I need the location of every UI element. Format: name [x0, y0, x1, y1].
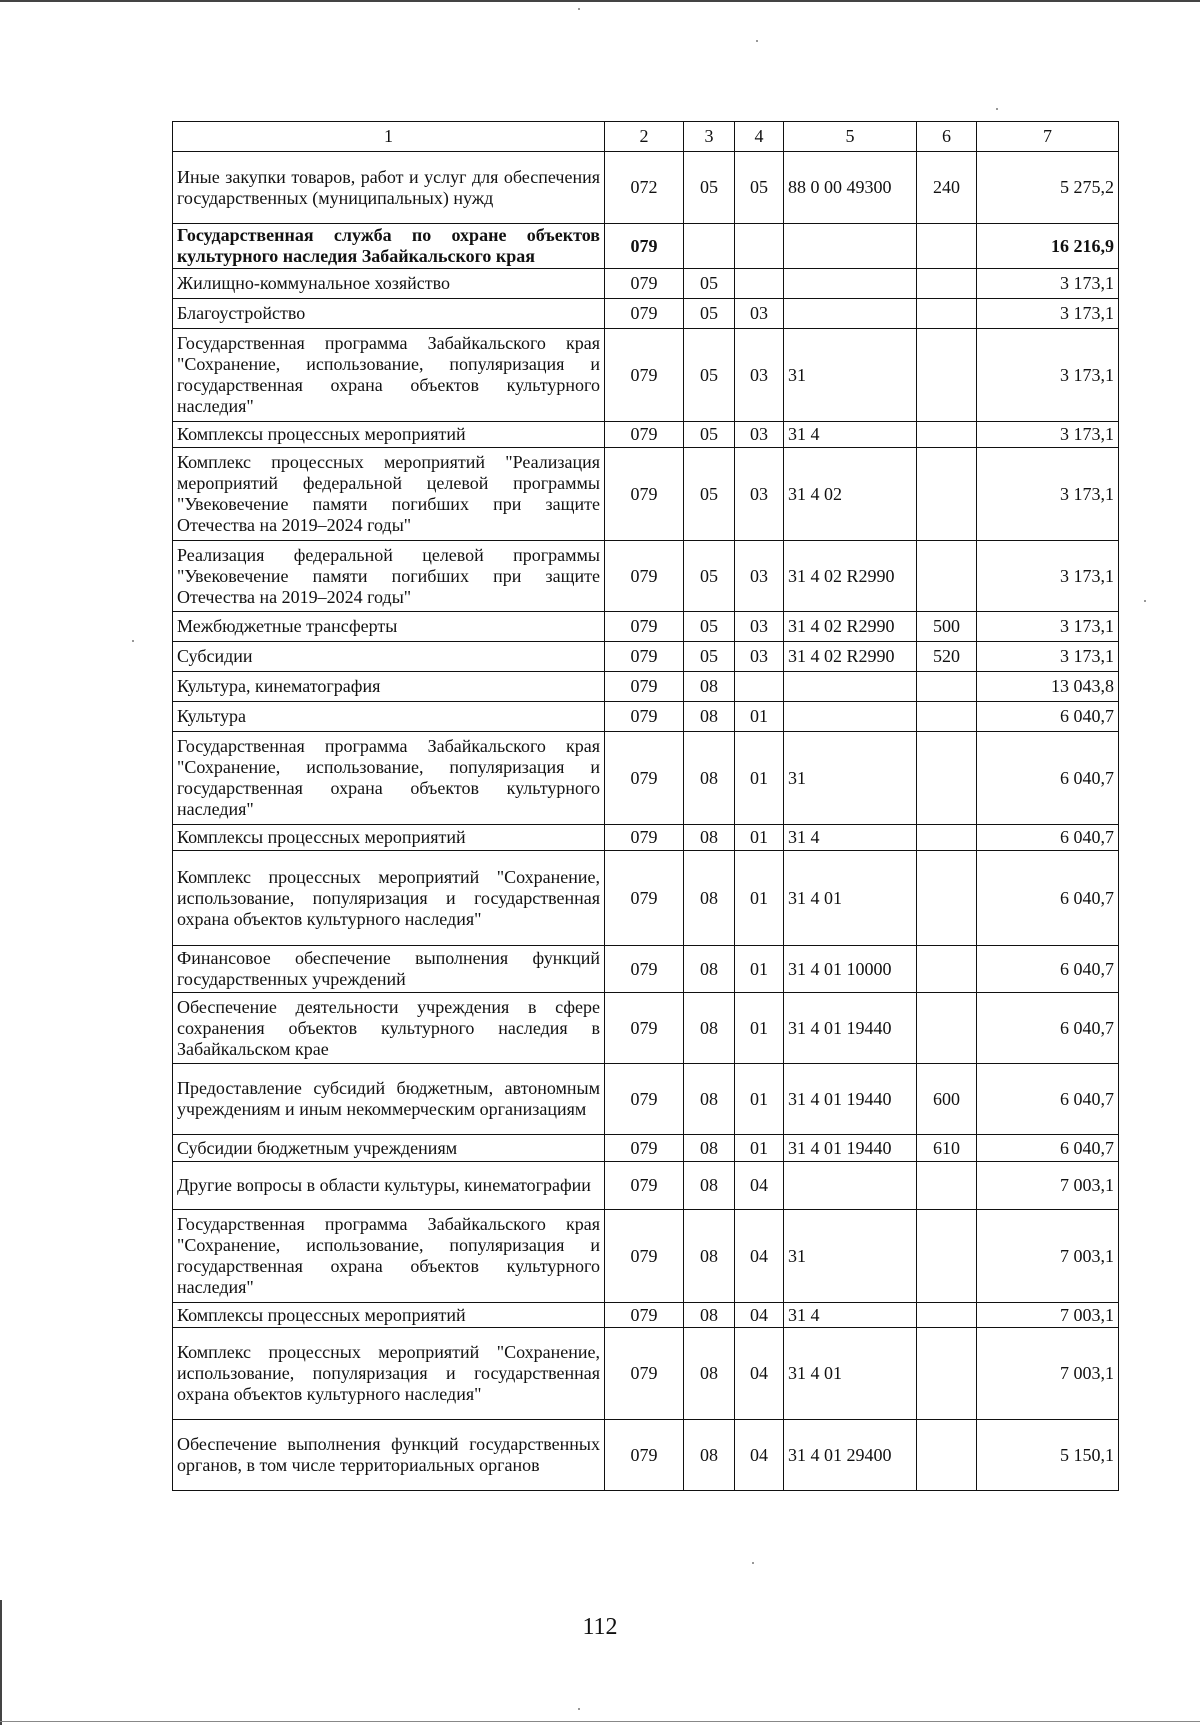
target-article-cell: 31	[784, 732, 917, 825]
row-name-cell: Государственная программа Забайкальского края "Сохранение, использование, популяризация и государственная охрана объектов культурного наследия"	[173, 329, 605, 422]
ministry-code-cell: 079	[605, 612, 684, 642]
amount-cell: 6 040,7	[977, 1135, 1119, 1162]
row-name-cell: Комплекс процессных мероприятий "Реализация мероприятий федеральной целевой программы "Увековечение памяти погибших при защите Отечества на 2019–2024 годы"	[173, 448, 605, 541]
expense-type-cell: 520	[917, 642, 977, 672]
scan-edge-bottom	[0, 1721, 1200, 1722]
row-name-cell: Реализация федеральной целевой программы "Увековечение памяти погибших при защите Отечества на 2019–2024 годы"	[173, 541, 605, 612]
table-row	[173, 448, 1119, 541]
ministry-code-cell: 079	[605, 642, 684, 672]
header-cell-6: 6	[917, 122, 977, 152]
target-article-cell: 31 4 01 19440	[784, 993, 917, 1064]
subsection-cell: 04	[735, 1303, 784, 1328]
subsection-cell: 04	[735, 1210, 784, 1303]
amount-cell: 16 216,9	[977, 224, 1119, 269]
amount-cell: 3 173,1	[977, 422, 1119, 448]
amount-cell: 7 003,1	[977, 1303, 1119, 1328]
ministry-code-cell: 079	[605, 672, 684, 702]
table-row	[173, 1303, 1119, 1328]
table-row	[173, 732, 1119, 825]
section-cell: 08	[684, 946, 735, 993]
table-row	[173, 224, 1119, 269]
section-cell: 08	[684, 1328, 735, 1420]
row-name-cell: Предоставление субсидий бюджетным, автономным учреждениям и иным некоммерческим организациям	[173, 1064, 605, 1135]
ministry-code-cell: 079	[605, 1420, 684, 1491]
expense-type-cell	[917, 946, 977, 993]
table-row	[173, 1210, 1119, 1303]
target-article-cell	[784, 299, 917, 329]
expense-type-cell	[917, 299, 977, 329]
header-cell-5: 5	[784, 122, 917, 152]
header-cell-2: 2	[605, 122, 684, 152]
target-article-cell: 31 4 02 R2990	[784, 541, 917, 612]
subsection-cell: 03	[735, 299, 784, 329]
row-name-cell: Комплексы процессных мероприятий	[173, 1303, 605, 1328]
amount-cell: 3 173,1	[977, 269, 1119, 299]
target-article-cell: 31 4 01 29400	[784, 1420, 917, 1491]
table-row	[173, 541, 1119, 612]
table-row	[173, 672, 1119, 702]
subsection-cell: 03	[735, 612, 784, 642]
ministry-code-cell: 079	[605, 1135, 684, 1162]
target-article-cell: 31 4 02 R2990	[784, 642, 917, 672]
scan-speck	[752, 1562, 754, 1564]
amount-cell: 7 003,1	[977, 1210, 1119, 1303]
expense-type-cell	[917, 1303, 977, 1328]
table-row	[173, 1328, 1119, 1420]
row-name-cell: Обеспечение выполнения функций государственных органов, в том числе территориальных органов	[173, 1420, 605, 1491]
expense-type-cell: 600	[917, 1064, 977, 1135]
ministry-code-cell: 079	[605, 269, 684, 299]
subsection-cell: 01	[735, 993, 784, 1064]
budget-table-body	[173, 122, 1119, 1491]
section-cell: 05	[684, 422, 735, 448]
subsection-cell	[735, 224, 784, 269]
ministry-code-cell: 072	[605, 152, 684, 224]
section-cell: 08	[684, 1064, 735, 1135]
amount-cell: 6 040,7	[977, 702, 1119, 732]
row-name-cell: Культура	[173, 702, 605, 732]
target-article-cell	[784, 702, 917, 732]
subsection-cell: 01	[735, 702, 784, 732]
amount-cell: 3 173,1	[977, 329, 1119, 422]
amount-cell: 3 173,1	[977, 299, 1119, 329]
ministry-code-cell: 079	[605, 1064, 684, 1135]
subsection-cell: 03	[735, 422, 784, 448]
expense-type-cell	[917, 224, 977, 269]
expense-type-cell	[917, 851, 977, 946]
section-cell: 05	[684, 329, 735, 422]
target-article-cell: 31 4 01	[784, 1328, 917, 1420]
table-row	[173, 946, 1119, 993]
expense-type-cell	[917, 1162, 977, 1210]
scan-speck	[996, 108, 998, 110]
ministry-code-cell: 079	[605, 541, 684, 612]
target-article-cell	[784, 672, 917, 702]
target-article-cell: 31 4	[784, 422, 917, 448]
amount-cell: 13 043,8	[977, 672, 1119, 702]
section-cell: 08	[684, 825, 735, 851]
target-article-cell	[784, 224, 917, 269]
subsection-cell: 04	[735, 1420, 784, 1491]
header-cell-3: 3	[684, 122, 735, 152]
target-article-cell: 31 4 01 19440	[784, 1135, 917, 1162]
target-article-cell: 31	[784, 329, 917, 422]
section-cell: 08	[684, 672, 735, 702]
expense-type-cell	[917, 825, 977, 851]
ministry-code-cell: 079	[605, 224, 684, 269]
ministry-code-cell: 079	[605, 732, 684, 825]
table-row	[173, 329, 1119, 422]
subsection-cell	[735, 269, 784, 299]
section-cell: 05	[684, 448, 735, 541]
table-row	[173, 422, 1119, 448]
section-cell: 05	[684, 269, 735, 299]
target-article-cell: 31 4	[784, 1303, 917, 1328]
section-cell: 08	[684, 1420, 735, 1491]
section-cell: 05	[684, 612, 735, 642]
expense-type-cell	[917, 702, 977, 732]
target-article-cell: 31 4 01 19440	[784, 1064, 917, 1135]
expense-type-cell	[917, 1328, 977, 1420]
table-row	[173, 702, 1119, 732]
ministry-code-cell: 079	[605, 1328, 684, 1420]
amount-cell: 3 173,1	[977, 612, 1119, 642]
header-cell-4: 4	[735, 122, 784, 152]
scan-speck	[756, 40, 758, 42]
scan-speck	[578, 1708, 580, 1710]
row-name-cell: Государственная программа Забайкальского края "Сохранение, использование, популяризация и государственная охрана объектов культурного наследия"	[173, 1210, 605, 1303]
target-article-cell: 31 4	[784, 825, 917, 851]
target-article-cell	[784, 269, 917, 299]
table-row	[173, 152, 1119, 224]
section-cell: 08	[684, 1210, 735, 1303]
expense-type-cell	[917, 993, 977, 1064]
subsection-cell: 01	[735, 1064, 784, 1135]
section-cell	[684, 224, 735, 269]
ministry-code-cell: 079	[605, 1210, 684, 1303]
expense-type-cell: 500	[917, 612, 977, 642]
subsection-cell: 05	[735, 152, 784, 224]
row-name-cell: Субсидии бюджетным учреждениям	[173, 1135, 605, 1162]
ministry-code-cell: 079	[605, 825, 684, 851]
subsection-cell: 01	[735, 825, 784, 851]
table-row	[173, 825, 1119, 851]
table-row	[173, 299, 1119, 329]
ministry-code-cell: 079	[605, 1162, 684, 1210]
amount-cell: 5 150,1	[977, 1420, 1119, 1491]
header-cell-1: 1	[173, 122, 605, 152]
scan-edge-top	[0, 0, 1200, 2]
table-row	[173, 1162, 1119, 1210]
header-cell-7: 7	[977, 122, 1119, 152]
ministry-code-cell: 079	[605, 299, 684, 329]
table-row	[173, 1064, 1119, 1135]
amount-cell: 3 173,1	[977, 541, 1119, 612]
section-cell: 05	[684, 299, 735, 329]
row-name-cell: Государственная программа Забайкальского края "Сохранение, использование, популяризация и государственная охрана объектов культурного наследия"	[173, 732, 605, 825]
expense-type-cell: 240	[917, 152, 977, 224]
amount-cell: 3 173,1	[977, 642, 1119, 672]
amount-cell: 3 173,1	[977, 448, 1119, 541]
ministry-code-cell: 079	[605, 448, 684, 541]
scan-speck	[1144, 600, 1146, 602]
row-name-cell: Иные закупки товаров, работ и услуг для обеспечения государственных (муниципальных) нужд	[173, 152, 605, 224]
row-name-cell: Культура, кинематография	[173, 672, 605, 702]
table-row	[173, 269, 1119, 299]
target-article-cell: 31 4 01 10000	[784, 946, 917, 993]
section-cell: 08	[684, 851, 735, 946]
amount-cell: 5 275,2	[977, 152, 1119, 224]
table-row	[173, 642, 1119, 672]
expense-type-cell	[917, 269, 977, 299]
expense-type-cell	[917, 541, 977, 612]
row-name-cell: Жилищно-коммунальное хозяйство	[173, 269, 605, 299]
target-article-cell: 31 4 02	[784, 448, 917, 541]
row-name-cell: Комплексы процессных мероприятий	[173, 825, 605, 851]
row-name-cell: Благоустройство	[173, 299, 605, 329]
expense-type-cell	[917, 1420, 977, 1491]
amount-cell: 6 040,7	[977, 1064, 1119, 1135]
expense-type-cell	[917, 732, 977, 825]
section-cell: 05	[684, 642, 735, 672]
table-row	[173, 612, 1119, 642]
table-row	[173, 993, 1119, 1064]
row-name-cell: Субсидии	[173, 642, 605, 672]
ministry-code-cell: 079	[605, 422, 684, 448]
amount-cell: 6 040,7	[977, 851, 1119, 946]
row-name-cell: Другие вопросы в области культуры, кинематографии	[173, 1162, 605, 1210]
amount-cell: 6 040,7	[977, 825, 1119, 851]
subsection-cell: 01	[735, 732, 784, 825]
expense-type-cell	[917, 422, 977, 448]
row-name-cell: Комплекс процессных мероприятий "Сохранение, использование, популяризация и государственная охрана объектов культурного наследия"	[173, 851, 605, 946]
row-name-cell: Комплексы процессных мероприятий	[173, 422, 605, 448]
section-cell: 05	[684, 541, 735, 612]
subsection-cell: 04	[735, 1162, 784, 1210]
ministry-code-cell: 079	[605, 329, 684, 422]
table-row	[173, 851, 1119, 946]
subsection-cell: 01	[735, 851, 784, 946]
section-cell: 08	[684, 993, 735, 1064]
ministry-code-cell: 079	[605, 702, 684, 732]
subsection-cell	[735, 672, 784, 702]
row-name-cell: Комплекс процессных мероприятий "Сохранение, использование, популяризация и государственная охрана объектов культурного наследия"	[173, 1328, 605, 1420]
scan-speck	[132, 640, 134, 642]
row-name-cell: Государственная служба по охране объектов культурного наследия Забайкальского края	[173, 224, 605, 269]
row-name-cell: Межбюджетные трансферты	[173, 612, 605, 642]
target-article-cell: 31 4 02 R2990	[784, 612, 917, 642]
amount-cell: 7 003,1	[977, 1162, 1119, 1210]
target-article-cell: 31 4 01	[784, 851, 917, 946]
subsection-cell: 01	[735, 1135, 784, 1162]
ministry-code-cell: 079	[605, 993, 684, 1064]
expense-type-cell: 610	[917, 1135, 977, 1162]
budget-table	[172, 121, 1119, 1491]
subsection-cell: 03	[735, 448, 784, 541]
section-cell: 08	[684, 1135, 735, 1162]
expense-type-cell	[917, 1210, 977, 1303]
scan-speck	[578, 8, 580, 10]
section-cell: 08	[684, 732, 735, 825]
table-row	[173, 1420, 1119, 1491]
table-row	[173, 1135, 1119, 1162]
expense-type-cell	[917, 329, 977, 422]
subsection-cell: 01	[735, 946, 784, 993]
target-article-cell: 88 0 00 49300	[784, 152, 917, 224]
page-number: 112	[582, 1614, 618, 1640]
target-article-cell	[784, 1162, 917, 1210]
section-cell: 05	[684, 152, 735, 224]
expense-type-cell	[917, 448, 977, 541]
expense-type-cell	[917, 672, 977, 702]
subsection-cell: 03	[735, 541, 784, 612]
subsection-cell: 03	[735, 329, 784, 422]
row-name-cell: Финансовое обеспечение выполнения функций государственных учреждений	[173, 946, 605, 993]
ministry-code-cell: 079	[605, 946, 684, 993]
section-cell: 08	[684, 1303, 735, 1328]
amount-cell: 7 003,1	[977, 1328, 1119, 1420]
header-row	[173, 122, 1119, 152]
amount-cell: 6 040,7	[977, 946, 1119, 993]
target-article-cell: 31	[784, 1210, 917, 1303]
amount-cell: 6 040,7	[977, 993, 1119, 1064]
ministry-code-cell: 079	[605, 851, 684, 946]
section-cell: 08	[684, 702, 735, 732]
amount-cell: 6 040,7	[977, 732, 1119, 825]
row-name-cell: Обеспечение деятельности учреждения в сфере сохранения объектов культурного наследия в Забайкальском крае	[173, 993, 605, 1064]
subsection-cell: 03	[735, 642, 784, 672]
section-cell: 08	[684, 1162, 735, 1210]
subsection-cell: 04	[735, 1328, 784, 1420]
ministry-code-cell: 079	[605, 1303, 684, 1328]
